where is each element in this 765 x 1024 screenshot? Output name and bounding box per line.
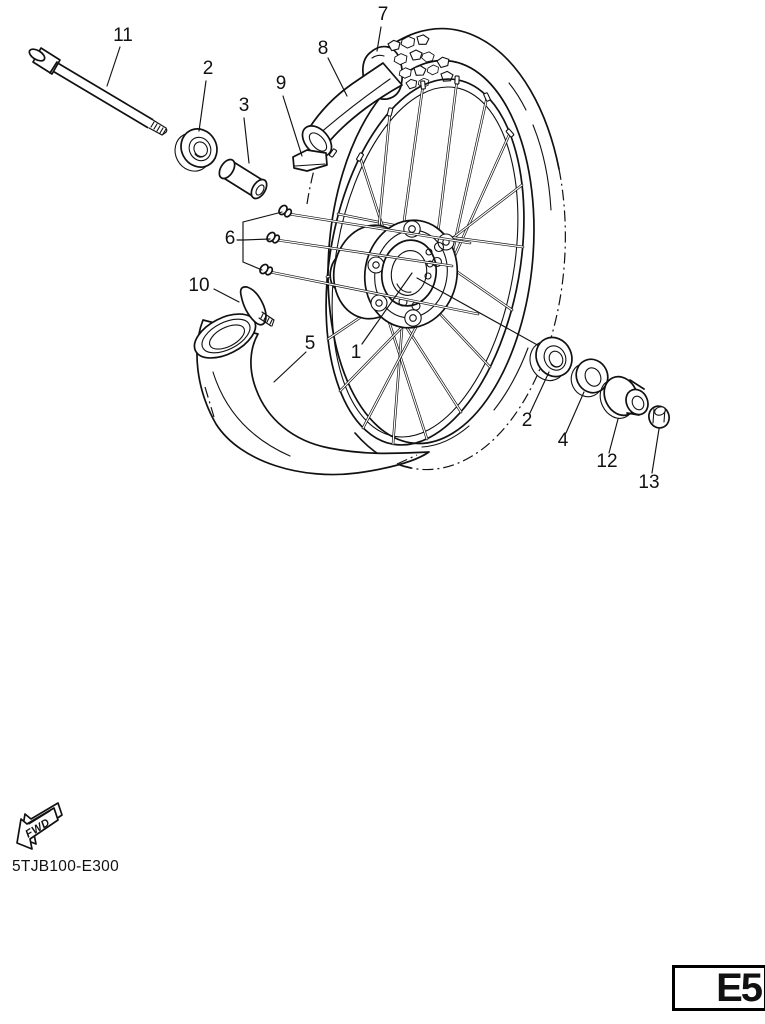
callout-tube-label: 5 bbox=[304, 333, 316, 354]
rim-band bbox=[293, 150, 327, 171]
page-ref-label: E5 bbox=[716, 966, 761, 1010]
collar bbox=[216, 157, 270, 201]
callout-collar-label: 3 bbox=[238, 95, 250, 116]
fwd-label: FWD bbox=[23, 816, 53, 841]
callout-hub-label: 1 bbox=[350, 342, 362, 363]
callout-spoke-set-label: 6 bbox=[224, 228, 236, 249]
callout-bearing-top-label: 2 bbox=[202, 58, 214, 79]
callout-axle-label: 11 bbox=[113, 25, 133, 46]
callout-rim-label: 8 bbox=[317, 38, 329, 59]
callout-axle-nut-label: 13 bbox=[638, 472, 660, 493]
callout-rim-band-label: 9 bbox=[275, 73, 287, 94]
callout-oil-seal-label: 4 bbox=[557, 430, 569, 451]
axle bbox=[27, 47, 166, 135]
bearing-top bbox=[168, 123, 223, 178]
axle-nut bbox=[646, 403, 672, 431]
page-ref-badge bbox=[672, 965, 765, 1011]
callout-bearing-bottom-label: 2 bbox=[521, 410, 533, 431]
bearing-bottom bbox=[524, 331, 579, 386]
callout-rim-lock-label: 10 bbox=[188, 275, 210, 296]
drawing-code: 5TJB100-E300 bbox=[12, 858, 119, 875]
callout-tire-label: 7 bbox=[377, 4, 389, 25]
fwd-arrow-icon bbox=[17, 803, 62, 849]
callout-spacer-collar-label: 12 bbox=[596, 451, 618, 472]
